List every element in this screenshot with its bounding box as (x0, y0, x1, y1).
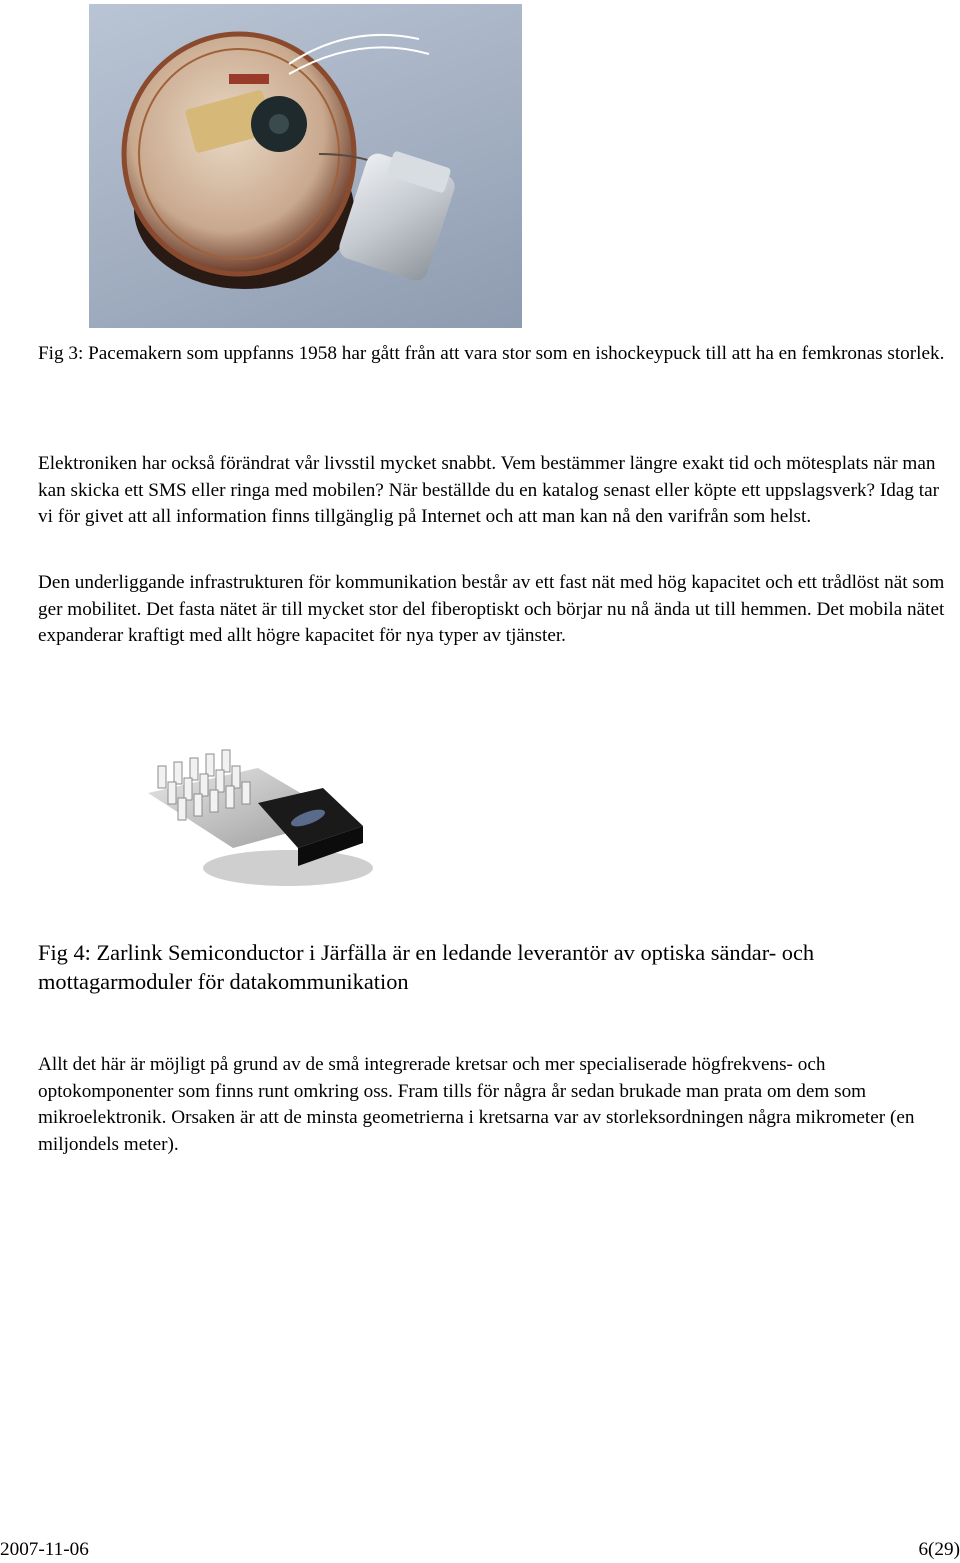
paragraph-infrastructure: Den underliggande infrastrukturen för kommunikation består av ett fast nät med hög kapacitet och ett trådlöst nät som ger mobilitet. Det fasta nätet är till mycket stor del fiberoptiskt och börjar nu nå ända ut till hemmen. Det mobila nätet expanderar kraftigt med allt högre kapacitet för nya typer av tjänster. (38, 572, 945, 647)
pacemaker-photo (89, 4, 522, 328)
paragraph-microelectronics: Allt det här är möjligt på grund av de små integrerade kretsar och mer specialiserade högfrekvens- och optokomponenter som finns runt omkring oss. Fram tills för några år sedan brukade man prata om dem som mikroelektronik. Orsaken är att de minsta geometrierna i kretsarna var av storleksordningen några mikrometer (en miljondels meter). (38, 1054, 915, 1155)
figure-3-caption: Fig 3: Pacemakern som uppfanns 1958 har gått från att vara stor som en ishockeypuck till att ha en femkronas storlek. (38, 343, 945, 364)
footer-date: 2007-11-06 (0, 1539, 89, 1560)
page-footer (0, 1537, 960, 1563)
paragraph-lifestyle: Elektroniken har också förändrat vår livsstil mycket snabbt. Vem bestämmer längre exakt tid och mötesplats när man kan skicka ett SMS eller ringa med mobilen? När beställde du en katalog senast eller köpte ett uppslagsverk? Idag tar vi för givet att all information finns tillgänglig på Internet och att man kan nå den varifrån som helst. (38, 453, 939, 528)
footer-page-number: 6(29) (918, 1539, 960, 1560)
figure-4-caption: Fig 4: Zarlink Semiconductor i Järfälla är en ledande leverantör av optiska sändar- och mottagarmoduler för datakommunikation (38, 940, 815, 994)
optical-module-photo (138, 748, 374, 896)
